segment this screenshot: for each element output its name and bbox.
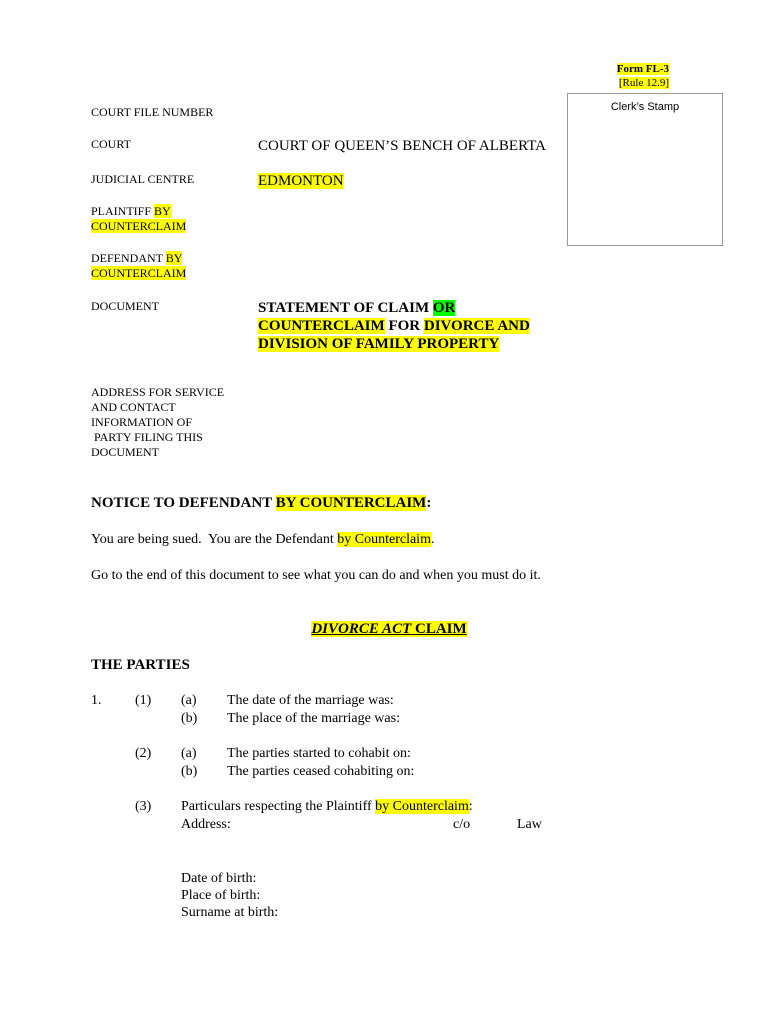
sub3-number: (3) <box>135 799 152 814</box>
address-for-service-label: ADDRESS FOR SERVICE AND CONTACT INFORMATION OF PARTY FILING THIS DOCUMENT <box>91 385 225 459</box>
sub2-number: (2) <box>135 746 152 761</box>
defendant-label: DEFENDANT BY COUNTERCLAIM <box>91 251 187 280</box>
marriage-place-text: The place of the marriage was: <box>227 711 400 726</box>
judicial-centre-value: EDMONTON <box>258 173 344 189</box>
court-file-number-label: COURT FILE NUMBER <box>91 105 214 119</box>
item-number: 1. <box>91 693 102 708</box>
document-title: STATEMENT OF CLAIM OR COUNTERCLAIM FOR DIVORCE AND DIVISION OF FAMILY PROPERTY <box>258 300 530 352</box>
document-label: DOCUMENT <box>91 299 159 313</box>
clerk-stamp-box <box>567 93 723 246</box>
notice-line-2: Go to the end of this document to see what you can do and when you must do it. <box>91 568 541 583</box>
marriage-date-text: The date of the marriage was: <box>227 693 394 708</box>
place-of-birth-label: Place of birth: <box>181 888 261 903</box>
cohabit-start-text: The parties started to cohabit on: <box>227 746 411 761</box>
divorce-act-claim-title: DIVORCE ACT CLAIM <box>311 621 467 637</box>
court-label: COURT <box>91 137 131 151</box>
sub1-number: (1) <box>135 693 152 708</box>
surname-at-birth-label: Surname at birth: <box>181 905 279 920</box>
cohabit-end-text: The parties ceased cohabiting on: <box>227 764 415 779</box>
notice-heading: NOTICE TO DEFENDANT BY COUNTERCLAIM: <box>91 495 432 511</box>
notice-line-1: You are being sued. You are the Defendant by Counterclaim. <box>91 532 435 547</box>
court-value: COURT OF QUEEN’S BENCH OF ALBERTA <box>258 138 546 154</box>
sub2-b-marker: (b) <box>181 764 198 779</box>
sub1-b-marker: (b) <box>181 711 198 726</box>
law-label: Law <box>517 817 542 832</box>
sub1-a-marker: (a) <box>181 693 197 708</box>
date-of-birth-label: Date of birth: <box>181 871 257 886</box>
sub2-a-marker: (a) <box>181 746 197 761</box>
form-number: Form FL-3 <box>616 63 669 75</box>
plaintiff-label: PLAINTIFF BY COUNTERCLAIM <box>91 204 187 233</box>
plaintiff-particulars-text: Particulars respecting the Plaintiff by Counterclaim: <box>181 799 473 814</box>
care-of-label: c/o <box>453 817 471 832</box>
clerk-stamp-label: Clerk’s Stamp <box>610 101 680 113</box>
judicial-centre-label: JUDICIAL CENTRE <box>91 172 195 186</box>
the-parties-heading: THE PARTIES <box>91 657 190 673</box>
rule-reference: [Rule 12.9] <box>618 77 669 89</box>
address-label: Address: <box>181 817 231 832</box>
